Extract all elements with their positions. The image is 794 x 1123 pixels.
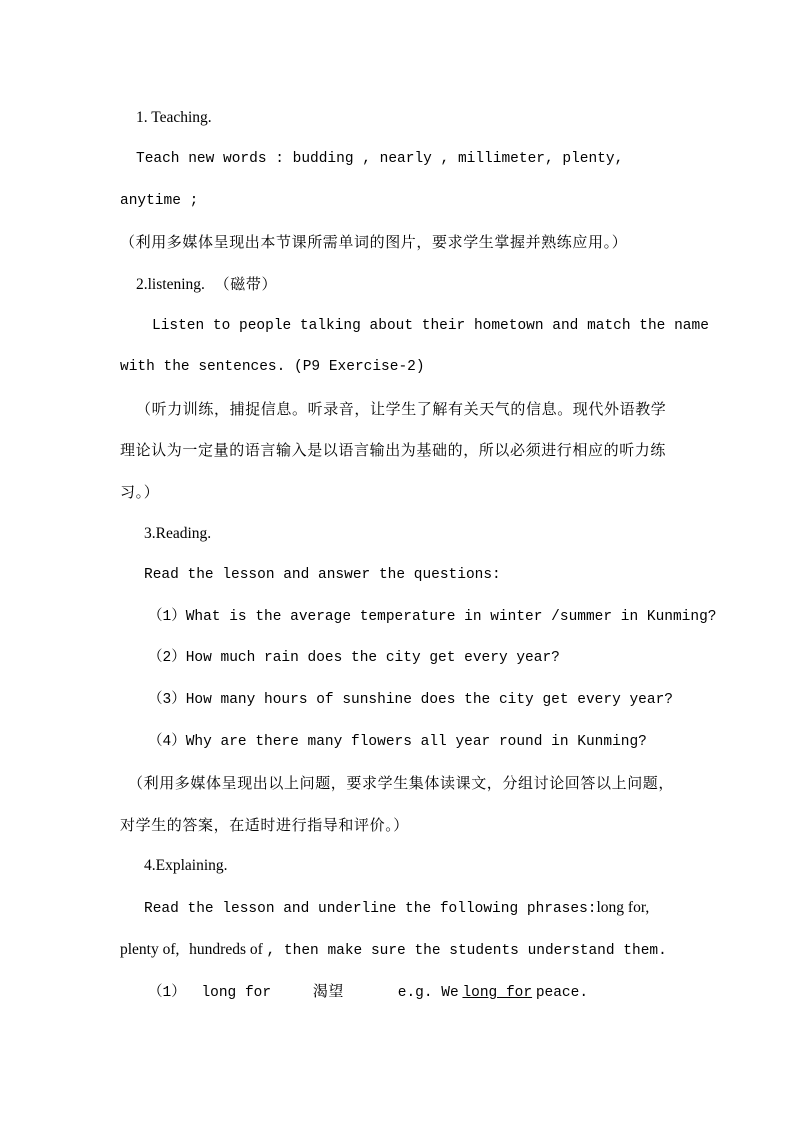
explaining-phrase-long-for: long for, — [596, 899, 650, 916]
explaining-instruction-tail: , then make sure the students understand them. — [266, 943, 667, 959]
explaining-instruction-line-2 — [120, 940, 667, 961]
example-sentence-underlined: long for — [462, 985, 533, 1001]
teaching-words-line-2: anytime ; — [120, 193, 199, 209]
reading-note-line-2: 对学生的答案，在适时进行指导和评价。） — [120, 816, 409, 834]
example-sentence-suffix: peace. — [535, 985, 589, 1001]
section-heading-reading: 3.Reading. — [144, 525, 212, 542]
teaching-words-line-1: Teach new words : budding , nearly , millimeter, plenty, — [136, 151, 624, 167]
example-sentence-prefix: e.g. We — [397, 985, 459, 1001]
reading-question-2: （2）How much rain does the city get every year? — [148, 650, 560, 666]
listening-note-line-3: 习。） — [120, 483, 160, 501]
listening-instruction-line-2: with the sentences. (P9 Exercise-2) — [120, 359, 425, 375]
listening-note-line-1: （听力训练，捕捉信息。听录音，让学生了解有关天气的信息。现代外语教学 — [136, 400, 667, 418]
explaining-phrase-hundreds-of: hundreds of — [189, 941, 263, 958]
section-heading-explaining: 4.Explaining. — [144, 857, 228, 874]
explaining-phrase-plenty-of: plenty of, — [120, 941, 180, 958]
teaching-note: （利用多媒体呈现出本节课所需单词的图片，要求学生掌握并熟练应用。） — [120, 233, 628, 251]
listening-note-line-2: 理论认为一定量的语言输入是以语言输出为基础的，所以必须进行相应的听力练 — [120, 441, 667, 459]
reading-note-line-1: （利用多媒体呈现出以上问题，要求学生集体读课文，分组讨论回答以上问题， — [128, 774, 675, 792]
section-heading-teaching: 1. Teaching. — [136, 109, 212, 126]
explaining-instruction-text: Read the lesson and underline the following phrases: — [144, 901, 597, 917]
listening-instruction-line-1: Listen to people talking about their hometown and match the name — [152, 318, 709, 334]
section-heading-listening — [136, 274, 277, 295]
explaining-instruction-line-1 — [144, 898, 649, 919]
example-phrase: long for — [201, 985, 272, 1001]
reading-instruction: Read the lesson and answer the questions: — [144, 567, 501, 583]
reading-question-3: （3）How many hours of sunshine does the city get every year? — [148, 692, 673, 708]
example-meaning: 渴望 — [312, 982, 345, 1000]
reading-question-4: （4）Why are there many flowers all year round in Kunming? — [148, 734, 647, 750]
explaining-example-1 — [148, 981, 588, 1003]
reading-question-1: （1）What is the average temperature in winter /summer in Kunming? — [148, 609, 717, 625]
listening-heading-note: （磁带） — [214, 275, 278, 293]
example-number: （1） — [148, 985, 186, 1001]
listening-heading-text: 2.listening. — [136, 276, 205, 293]
